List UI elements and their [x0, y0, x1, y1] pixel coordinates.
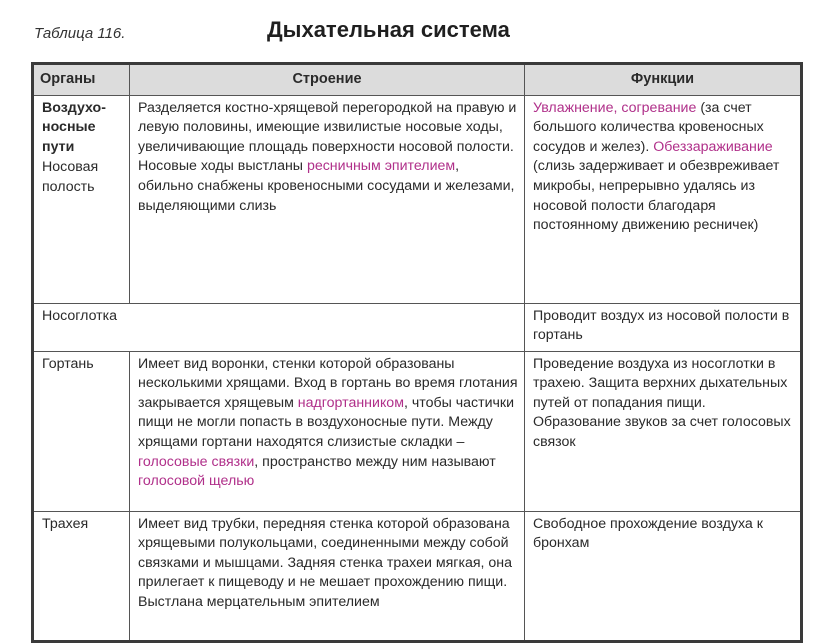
function-cell: Проводит воздух из носовой полости в гортань: [525, 303, 802, 351]
page-title: Дыхательная система: [267, 17, 510, 42]
table-row-nasal-cavity: [33, 95, 802, 303]
table-header-row: [33, 64, 802, 96]
organ-name-nasal-cavity: Носовая полость: [42, 159, 99, 195]
structure-text: , пространство между ним называют: [254, 453, 496, 470]
organ-cell: Носоглотка: [33, 303, 525, 351]
organ-cell: Гортань: [33, 351, 130, 511]
column-header-organs: Органы: [33, 64, 130, 96]
structure-cell: Имеет вид трубки, передняя стенка которой образована хрящевыми полукольцами, соединенными между собой связками и мышцами. Задняя стенка трахеи мягкая, она прилегает к пищеводу и не мешает прохождению пищи. Выстлана мерцательным эпителием: [130, 511, 525, 641]
table-row-nasopharynx: [33, 303, 802, 351]
function-cell: Проведение воздуха из носоглотки в трахею. Защита верхних дыхательных путей от попадания пищи. Образование звуков за счет голосовых связок: [525, 351, 802, 511]
column-header-functions: Функции: [525, 64, 802, 96]
function-text: (за счет большого количества кровеносных сосудов и желез).: [533, 99, 764, 155]
highlight-term: Увлажнение, согревание: [533, 99, 697, 116]
highlight-term: ресничным эпителием: [306, 158, 456, 175]
respiratory-system-table: [31, 62, 803, 643]
highlight-term: голосовой щелью: [138, 473, 255, 490]
structure-text: , обильно снабжены кровеносными сосудами и железами, выделяющими слизь: [138, 158, 515, 214]
structure-text: Разделяется костно-хрящевой перегородкой на правую и левую половины, имеющие извилистые носовые ходы, увеличивающие площадь поверхности носовой полости. Носовые ходы выстланы: [138, 99, 517, 175]
structure-cell: [130, 95, 525, 303]
structure-text: , чтобы частички пищи не могли попасть в воздухоносные пути. Между хрящами гортани находятся слизистые складки –: [138, 394, 515, 450]
table-row-larynx: [33, 351, 802, 511]
function-text: (слизь задерживает и обезвреживает микробы, непрерывно удалясь из носовой полости благодаря постоянному движению ресничек): [533, 158, 780, 234]
function-cell: Свободное прохождение воздуха к бронхам: [525, 511, 802, 641]
highlight-term: Обеззараживание: [653, 138, 773, 155]
organ-cell: Трахея: [33, 511, 130, 641]
highlight-term: голосовые связки: [138, 453, 255, 470]
highlight-term: надгортанником: [297, 394, 404, 411]
organ-cell: [33, 95, 130, 303]
structure-text: Имеет вид воронки, стенки которой образованы несколькими хрящами. Вход в гортань во время глотания закрывается хрящевым: [138, 355, 518, 411]
column-header-structure: Строение: [130, 64, 525, 96]
organ-name-airways: Воздухо-носные пути: [42, 99, 106, 155]
function-cell: [525, 95, 802, 303]
structure-cell: [130, 351, 525, 511]
table-caption: Таблица 116.: [34, 25, 126, 42]
